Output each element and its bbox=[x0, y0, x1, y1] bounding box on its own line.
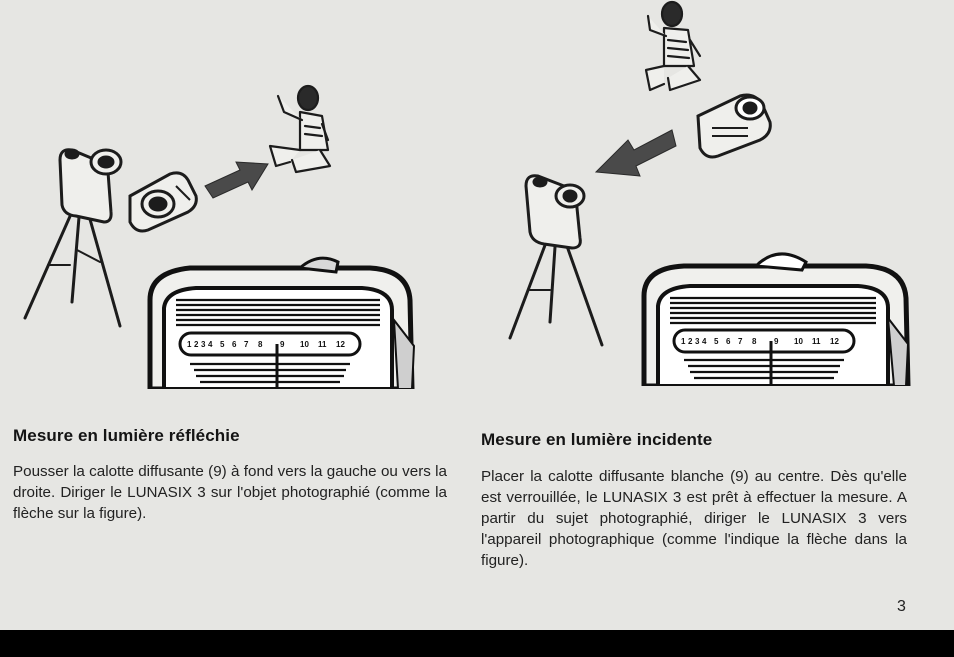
svg-text:6: 6 bbox=[726, 337, 731, 346]
svg-text:11: 11 bbox=[812, 337, 821, 346]
camera-illustration bbox=[526, 176, 584, 248]
svg-text:3: 3 bbox=[695, 337, 700, 346]
heading-reflected-light: Mesure en lumière réfléchie bbox=[13, 426, 240, 445]
svg-text:6: 6 bbox=[232, 340, 237, 349]
svg-text:12: 12 bbox=[830, 337, 839, 346]
scan-bottom-border bbox=[0, 630, 954, 657]
light-meter-illustration bbox=[130, 173, 196, 231]
tripod-illustration bbox=[510, 232, 602, 345]
svg-text:9: 9 bbox=[774, 337, 779, 346]
svg-text:10: 10 bbox=[794, 337, 803, 346]
svg-text:7: 7 bbox=[244, 340, 249, 349]
svg-text:5: 5 bbox=[220, 340, 225, 349]
svg-text:4: 4 bbox=[208, 340, 213, 349]
svg-text:8: 8 bbox=[258, 340, 263, 349]
svg-text:4: 4 bbox=[702, 337, 707, 346]
paragraph-incident-light: Placer la calotte diffusante blanche (9) au centre. Dès qu'elle est verrouillée, le LUNASIX 3 est prêt à effectuer la mesure. A partir du sujet photographié, diriger le LUNASIX 3 vers l'appareil photographique (comme l'indique la flèche dans la figure). bbox=[481, 468, 907, 569]
svg-text:3: 3 bbox=[201, 340, 206, 349]
light-meter-closeup bbox=[644, 254, 908, 386]
svg-text:9: 9 bbox=[280, 340, 285, 349]
heading-incident-light: Mesure en lumière incidente bbox=[481, 430, 713, 449]
reflected-light-figure bbox=[25, 86, 414, 389]
svg-text:1: 1 bbox=[681, 337, 686, 346]
svg-text:2: 2 bbox=[194, 340, 199, 349]
svg-text:8: 8 bbox=[752, 337, 757, 346]
svg-text:10: 10 bbox=[300, 340, 309, 349]
svg-text:11: 11 bbox=[318, 340, 327, 349]
incident-light-figure bbox=[510, 2, 908, 386]
camera-illustration bbox=[60, 150, 121, 222]
light-meter-illustration bbox=[698, 95, 770, 157]
svg-text:1: 1 bbox=[187, 340, 192, 349]
seated-woman-illustration bbox=[270, 86, 330, 172]
svg-text:5: 5 bbox=[714, 337, 719, 346]
svg-text:7: 7 bbox=[738, 337, 743, 346]
arrow-to-camera bbox=[596, 130, 676, 176]
arrow-to-subject bbox=[205, 162, 268, 198]
light-meter-closeup bbox=[150, 258, 414, 389]
paragraph-reflected-light: Pousser la calotte diffusante (9) à fond vers la gauche ou vers la droite. Diriger le LUNASIX 3 sur l'objet photographié (comme la flèche sur la figure). bbox=[13, 463, 447, 522]
svg-text:2: 2 bbox=[688, 337, 693, 346]
seated-woman-illustration bbox=[646, 2, 700, 90]
svg-text:12: 12 bbox=[336, 340, 345, 349]
page-number: 3 bbox=[897, 598, 906, 615]
